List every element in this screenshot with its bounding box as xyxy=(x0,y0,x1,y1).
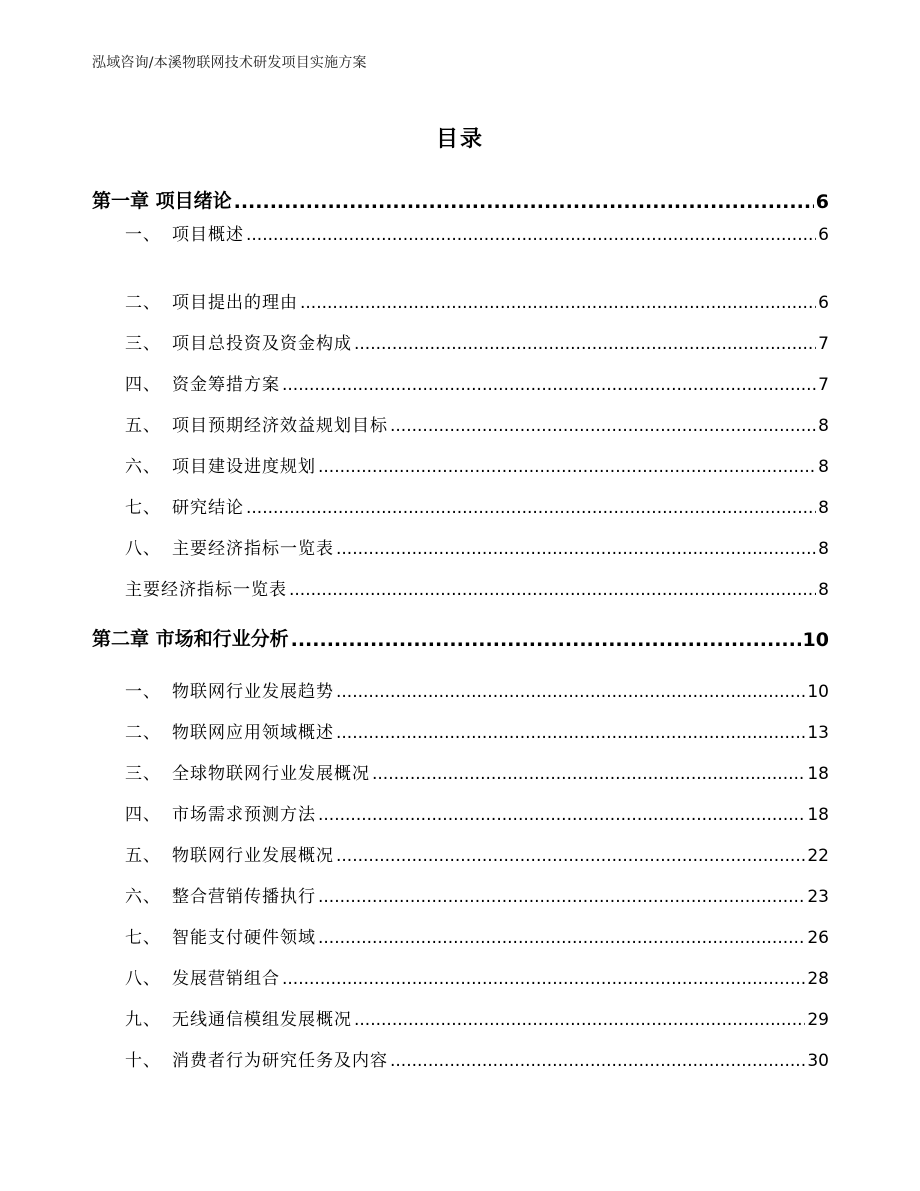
toc-subitem-economic-table[interactable] xyxy=(125,575,829,600)
toc-dot-leader xyxy=(336,682,805,702)
toc-section-title: 整合营销传播执行 xyxy=(172,887,316,907)
toc-page-number: 18 xyxy=(807,805,829,825)
toc-section-number: 五、 xyxy=(125,846,161,866)
toc-section-title: 无线通信模组发展概况 xyxy=(172,1010,352,1030)
toc-dot-leader xyxy=(336,539,816,559)
toc-dot-leader xyxy=(282,375,816,395)
toc-page-number: 7 xyxy=(818,334,829,354)
toc-section-2-1[interactable] xyxy=(125,677,829,702)
toc-section-title: 市场需求预测方法 xyxy=(172,805,316,825)
toc-section-title: 发展营销组合 xyxy=(172,969,280,989)
toc-page-number: 7 xyxy=(818,375,829,395)
toc-section-number: 三、 xyxy=(125,334,161,354)
toc-dot-leader xyxy=(300,293,816,313)
toc-dot-leader xyxy=(336,846,805,866)
toc-section-1-3[interactable] xyxy=(125,329,829,354)
toc-section-title: 项目概述 xyxy=(172,225,244,245)
toc-section-1-8[interactable] xyxy=(125,534,829,559)
toc-section-2-7[interactable] xyxy=(125,923,829,948)
toc-page-number: 18 xyxy=(807,764,829,784)
toc-dot-leader xyxy=(291,629,801,651)
toc-section-number: 五、 xyxy=(125,416,161,436)
toc-section-number: 八、 xyxy=(125,539,161,559)
toc-section-1-5[interactable] xyxy=(125,411,829,436)
toc-section-title: 全球物联网行业发展概况 xyxy=(172,764,370,784)
toc-chapter-label: 第一章 项目绪论 xyxy=(92,190,232,212)
header-divider xyxy=(90,76,830,77)
toc-chapter-label: 第二章 市场和行业分析 xyxy=(92,628,289,650)
toc-subitem-title: 主要经济指标一览表 xyxy=(125,580,287,600)
toc-title: 目录 xyxy=(435,127,484,152)
toc-page-number: 30 xyxy=(807,1051,829,1071)
toc-section-1-1[interactable] xyxy=(125,220,829,245)
toc-section-title: 智能支付硬件领域 xyxy=(172,928,316,948)
toc-section-title: 消费者行为研究任务及内容 xyxy=(172,1051,388,1071)
toc-dot-leader xyxy=(390,416,816,436)
toc-section-title: 物联网应用领域概述 xyxy=(172,723,334,743)
toc-section-2-4[interactable] xyxy=(125,800,829,825)
toc-page-number: 23 xyxy=(807,887,829,907)
toc-page-number: 10 xyxy=(802,629,829,651)
toc-section-number: 四、 xyxy=(125,805,161,825)
toc-section-title: 物联网行业发展趋势 xyxy=(172,682,334,702)
toc-section-1-2[interactable] xyxy=(125,288,829,313)
toc-section-2-3[interactable] xyxy=(125,759,829,784)
toc-chapter-1[interactable] xyxy=(92,186,829,213)
toc-section-title: 项目建设进度规划 xyxy=(172,457,316,477)
toc-section-2-10[interactable] xyxy=(125,1046,829,1071)
toc-section-number: 七、 xyxy=(125,498,161,518)
toc-section-2-8[interactable] xyxy=(125,964,829,989)
toc-section-2-5[interactable] xyxy=(125,841,829,866)
toc-section-number: 二、 xyxy=(125,293,161,313)
toc-section-1-6[interactable] xyxy=(125,452,829,477)
toc-dot-leader xyxy=(372,764,805,784)
toc-page-number: 10 xyxy=(807,682,829,702)
toc-page-number: 26 xyxy=(807,928,829,948)
toc-section-number: 六、 xyxy=(125,887,161,907)
toc-section-number: 一、 xyxy=(125,682,161,702)
toc-dot-leader xyxy=(354,334,816,354)
toc-section-number: 六、 xyxy=(125,457,161,477)
toc-page-number: 6 xyxy=(815,191,829,213)
toc-chapter-2[interactable] xyxy=(92,624,829,651)
toc-dot-leader xyxy=(289,580,816,600)
toc-section-2-2[interactable] xyxy=(125,718,829,743)
running-header: 泓域咨询/本溪物联网技术研发项目实施方案 xyxy=(92,55,367,71)
toc-dot-leader xyxy=(390,1051,805,1071)
toc-page-number: 13 xyxy=(807,723,829,743)
toc-page-number: 8 xyxy=(818,580,829,600)
toc-section-title: 项目提出的理由 xyxy=(172,293,298,313)
toc-page-number: 6 xyxy=(818,225,829,245)
toc-section-number: 十、 xyxy=(125,1051,161,1071)
toc-page-number: 22 xyxy=(807,846,829,866)
toc-section-number: 九、 xyxy=(125,1010,161,1030)
toc-section-number: 四、 xyxy=(125,375,161,395)
toc-page-number: 8 xyxy=(818,416,829,436)
toc-page-number: 8 xyxy=(818,457,829,477)
toc-section-number: 三、 xyxy=(125,764,161,784)
toc-dot-leader xyxy=(318,928,805,948)
toc-section-1-4[interactable] xyxy=(125,370,829,395)
toc-dot-leader xyxy=(318,805,805,825)
toc-dot-leader xyxy=(318,887,805,907)
toc-page-number: 29 xyxy=(807,1010,829,1030)
toc-section-number: 七、 xyxy=(125,928,161,948)
toc-section-2-9[interactable] xyxy=(125,1005,829,1030)
toc-section-number: 八、 xyxy=(125,969,161,989)
toc-dot-leader xyxy=(246,225,816,245)
toc-dot-leader xyxy=(234,191,814,213)
toc-page-number: 8 xyxy=(818,539,829,559)
toc-section-1-7[interactable] xyxy=(125,493,829,518)
toc-section-title: 项目总投资及资金构成 xyxy=(172,334,352,354)
toc-page-number: 28 xyxy=(807,969,829,989)
toc-section-title: 物联网行业发展概况 xyxy=(172,846,334,866)
toc-section-title: 主要经济指标一览表 xyxy=(172,539,334,559)
toc-section-2-6[interactable] xyxy=(125,882,829,907)
toc-section-title: 资金筹措方案 xyxy=(172,375,280,395)
toc-dot-leader xyxy=(318,457,816,477)
toc-section-title: 项目预期经济效益规划目标 xyxy=(172,416,388,436)
toc-dot-leader xyxy=(336,723,805,743)
toc-dot-leader xyxy=(354,1010,805,1030)
toc-dot-leader xyxy=(246,498,816,518)
toc-section-number: 一、 xyxy=(125,225,161,245)
toc-section-title: 研究结论 xyxy=(172,498,244,518)
toc-section-number: 二、 xyxy=(125,723,161,743)
toc-page-number: 8 xyxy=(818,498,829,518)
toc-page-number: 6 xyxy=(818,293,829,313)
toc-dot-leader xyxy=(282,969,805,989)
